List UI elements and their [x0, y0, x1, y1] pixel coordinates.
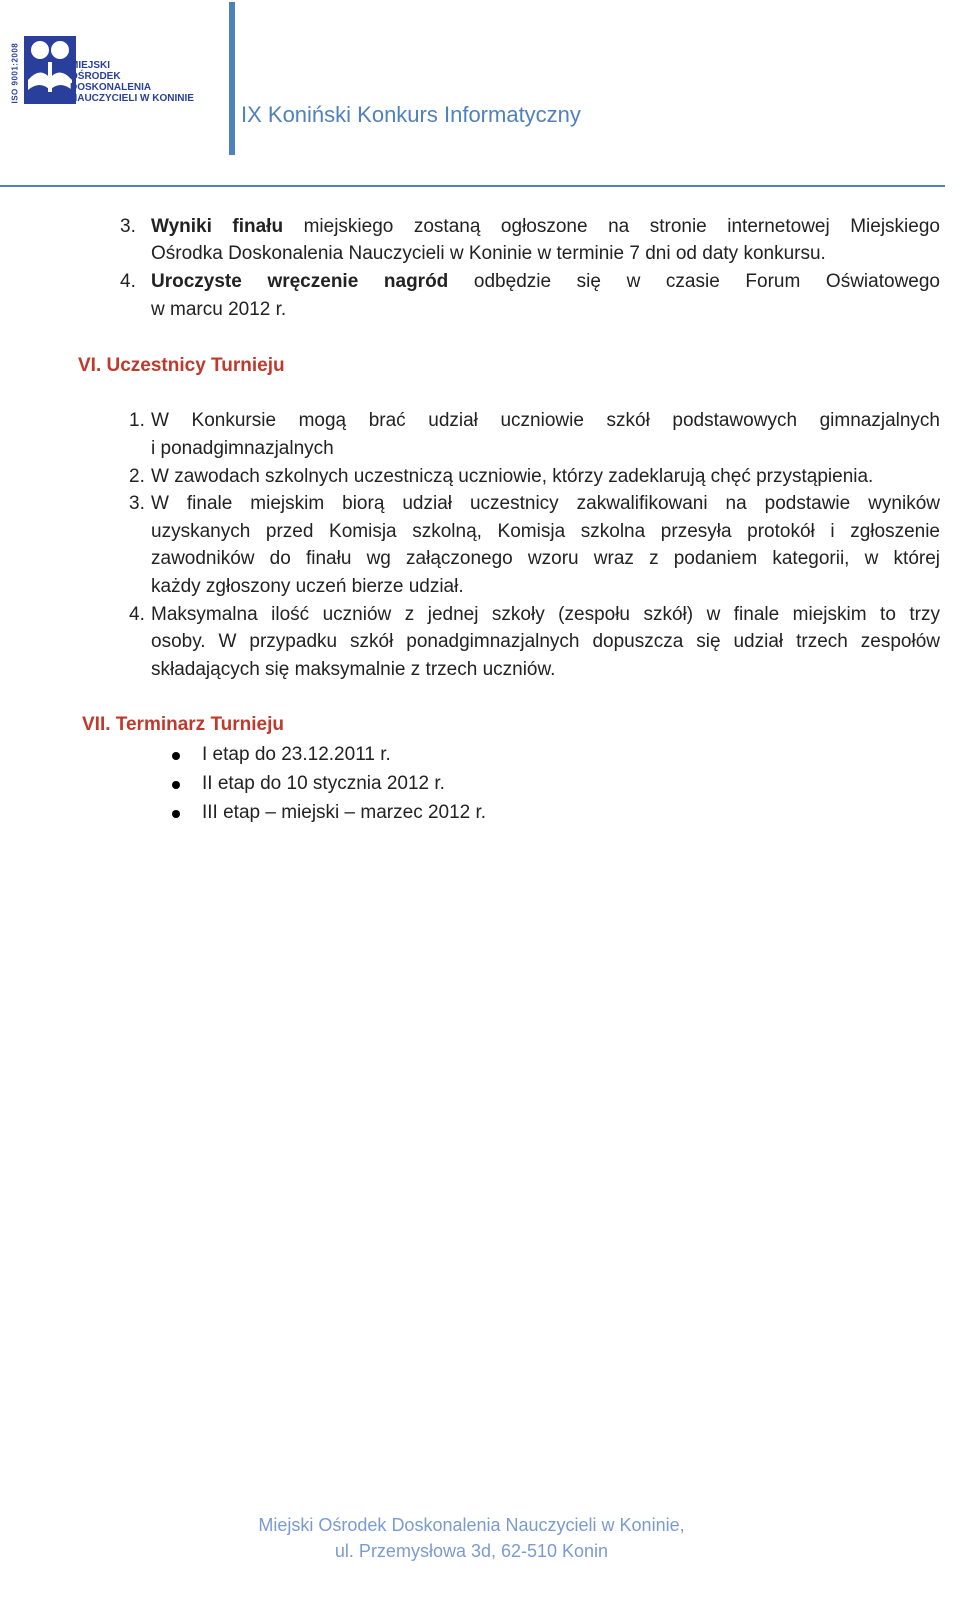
footer-line-2: ul. Przemysłowa 3d, 62-510 Konin — [334, 1541, 609, 1561]
list-item-line: Ośrodka Doskonalenia Nauczycieli w Koninie w terminie 7 dni od daty konkursu. — [151, 243, 826, 264]
section-heading-vi: VI. Uczestnicy Turnieju — [78, 355, 285, 376]
list-item-line: osoby. W przypadku szkół ponadgimnazjalnych dopuszcza się udział trzech zespołów — [151, 631, 940, 652]
institution-logo — [8, 30, 208, 110]
list-item-line: składających się maksymalnie z trzech uczniów. — [151, 659, 556, 680]
list-item: W zawodach szkolnych uczestniczą uczniowie, którzy zadeklarują chęć przystąpienia. — [151, 466, 874, 487]
list-item: W Konkursie mogą brać udział uczniowie szkół podstawowych gimnazjalnych — [151, 410, 940, 431]
page-title: IX Koniński Konkurs Informatyczny — [241, 102, 581, 127]
item-number: 3. — [129, 493, 145, 514]
item-number: 3. — [120, 216, 136, 237]
list-item-line: i ponadgimnazjalnych — [151, 438, 334, 459]
list-item-line: w marcu 2012 r. — [151, 299, 287, 320]
list-item: Uroczyste wręczenie nagród odbędzie się w czasie Forum Oświatowego — [151, 271, 940, 292]
list-item-line: zawodników do finału wg załączonego wzoru wraz z podaniem kategorii, w której — [151, 548, 940, 569]
list-item: W finale miejskim biorą udział uczestnicy zakwalifikowani na podstawie wyników — [151, 493, 940, 514]
schedule-item: III etap – miejski – marzec 2012 r. — [202, 802, 487, 823]
bullet-icon — [172, 781, 180, 789]
item-number: 4. — [129, 604, 145, 625]
iso-label: ISO 9001:2008 — [10, 42, 20, 104]
bullet-icon — [172, 810, 180, 818]
list-item-line: każdy zgłoszony uczeń bierze udział. — [151, 576, 464, 597]
schedule-item: I etap do 23.12.2011 r. — [202, 744, 391, 765]
list-item: Wyniki finału miejskiego zostaną ogłoszone na stronie internetowej Miejskiego — [151, 216, 940, 237]
footer-line-1: Miejski Ośrodek Doskonalenia Nauczycieli w Koninie, — [258, 1515, 685, 1535]
section-heading-vii: VII. Terminarz Turnieju — [82, 714, 284, 735]
bullet-icon — [172, 752, 180, 760]
schedule-item: II etap do 10 stycznia 2012 r. — [202, 773, 445, 794]
list-item: Maksymalna ilość uczniów z jednej szkoły (zespołu szkół) w finale miejskim to trzy — [151, 604, 940, 625]
item-number: 4. — [120, 271, 136, 292]
item-number: 2. — [129, 466, 145, 487]
logo-text: MIEJSKI OŚRODEK DOSKONALENIA NAUCZYCIELI W KONINIE — [70, 60, 194, 104]
list-item-line: uzyskanych przed Komisja szkolną, Komisja szkolna przesyła protokół i zgłoszenie — [151, 521, 940, 542]
header-divider-bar — [229, 2, 235, 155]
header-rule — [0, 185, 945, 187]
item-number: 1. — [129, 410, 145, 431]
